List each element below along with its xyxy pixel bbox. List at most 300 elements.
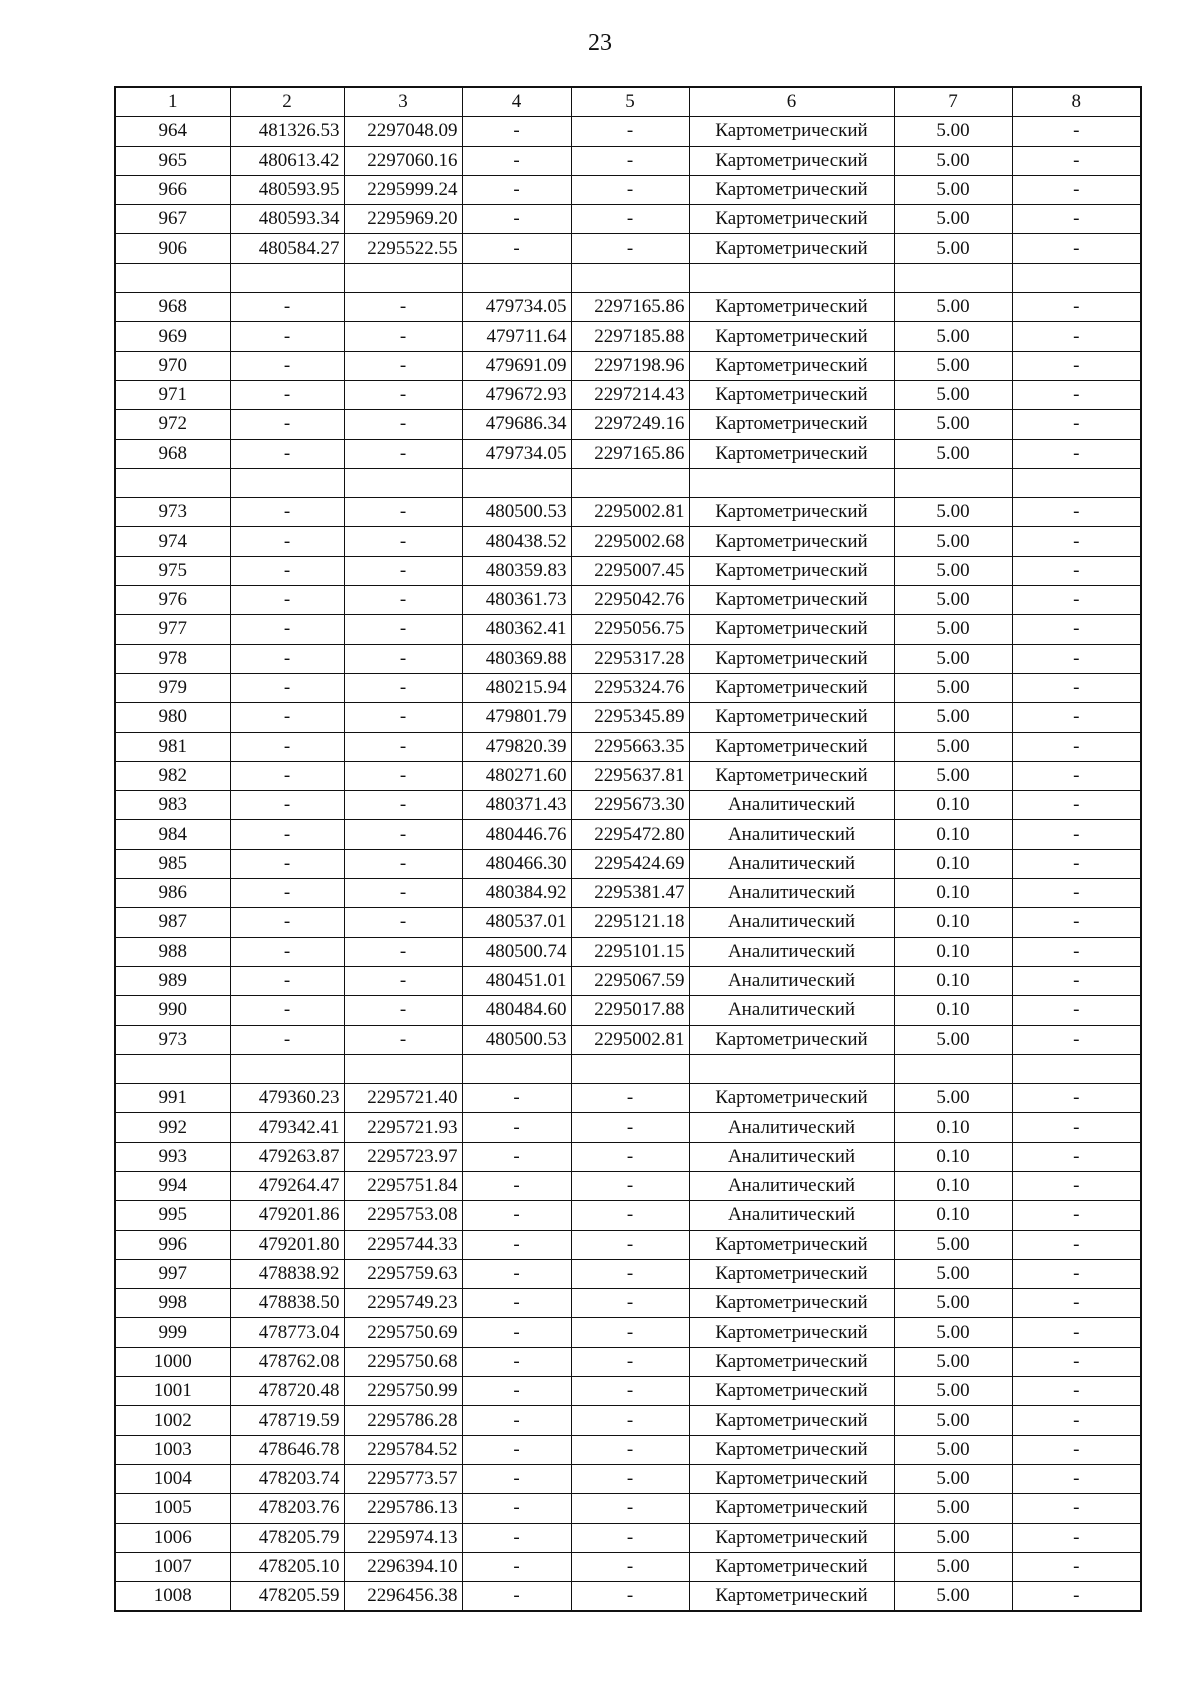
coordinates-table — [114, 86, 1142, 1612]
table-cell: - — [571, 1201, 689, 1230]
table-cell: 2295786.13 — [344, 1494, 462, 1523]
table-cell: - — [1012, 908, 1141, 937]
table-cell: - — [230, 498, 344, 527]
table-cell: - — [1012, 1113, 1141, 1142]
table-row — [115, 1347, 1141, 1376]
table-cell: - — [1012, 293, 1141, 322]
table-cell: 2295974.13 — [344, 1523, 462, 1552]
table-cell: 5.00 — [894, 117, 1012, 146]
table-cell: 993 — [115, 1142, 230, 1171]
table-cell: - — [571, 1582, 689, 1612]
table-cell — [571, 263, 689, 292]
table-cell: - — [462, 117, 571, 146]
table-row — [115, 293, 1141, 322]
table-cell: 996 — [115, 1230, 230, 1259]
table-cell: Аналитический — [689, 1142, 894, 1171]
table-cell: 5.00 — [894, 175, 1012, 204]
table-cell — [1012, 1054, 1141, 1083]
table-cell: - — [462, 1318, 571, 1347]
table-cell: 1002 — [115, 1406, 230, 1435]
table-cell: - — [462, 1142, 571, 1171]
table-cell: 479711.64 — [462, 322, 571, 351]
table-cell: Картометрический — [689, 1523, 894, 1552]
table-cell: 479201.86 — [230, 1201, 344, 1230]
table-row — [115, 1025, 1141, 1054]
table-cell: 480359.83 — [462, 556, 571, 585]
table-row — [115, 1582, 1141, 1612]
table-cell: 999 — [115, 1318, 230, 1347]
table-cell: 995 — [115, 1201, 230, 1230]
table-cell — [689, 1054, 894, 1083]
table-cell: - — [1012, 966, 1141, 995]
table-cell: - — [230, 966, 344, 995]
table-cell: - — [571, 1230, 689, 1259]
table-cell: - — [1012, 586, 1141, 615]
table-cell: 5.00 — [894, 1464, 1012, 1493]
table-cell: - — [1012, 117, 1141, 146]
table-cell: 2297165.86 — [571, 439, 689, 468]
table-cell: 0.10 — [894, 1113, 1012, 1142]
table-row — [115, 234, 1141, 263]
table-cell: 480593.34 — [230, 205, 344, 234]
table-cell: 985 — [115, 849, 230, 878]
table-cell: 2295317.28 — [571, 644, 689, 673]
table-cell: - — [571, 146, 689, 175]
table-cell: 479264.47 — [230, 1171, 344, 1200]
table-cell: 479263.87 — [230, 1142, 344, 1171]
table-cell: 5.00 — [894, 1377, 1012, 1406]
table-cell: - — [571, 1259, 689, 1288]
table-cell: - — [1012, 1142, 1141, 1171]
table-row — [115, 380, 1141, 409]
table-row — [115, 1377, 1141, 1406]
table-cell: 2295749.23 — [344, 1289, 462, 1318]
table-row — [115, 175, 1141, 204]
column-header: 6 — [689, 87, 894, 117]
table-cell: - — [1012, 205, 1141, 234]
table-row — [115, 703, 1141, 732]
table-cell: - — [344, 556, 462, 585]
table-cell: Картометрический — [689, 322, 894, 351]
table-cell: - — [230, 322, 344, 351]
table-cell: - — [462, 1377, 571, 1406]
table-cell: 5.00 — [894, 1494, 1012, 1523]
table-cell: - — [1012, 849, 1141, 878]
table-cell: Картометрический — [689, 1289, 894, 1318]
table-cell — [115, 468, 230, 497]
table-cell: 480215.94 — [462, 673, 571, 702]
table-cell: 480500.53 — [462, 1025, 571, 1054]
table-cell: 479801.79 — [462, 703, 571, 732]
table-cell — [230, 468, 344, 497]
table-row — [115, 1464, 1141, 1493]
table-cell — [230, 263, 344, 292]
table-cell: 2295750.99 — [344, 1377, 462, 1406]
table-cell: Аналитический — [689, 1201, 894, 1230]
table-cell: 2296394.10 — [344, 1552, 462, 1581]
table-cell: - — [344, 820, 462, 849]
table-cell: 2295673.30 — [571, 791, 689, 820]
table-cell: 480451.01 — [462, 966, 571, 995]
table-cell: 906 — [115, 234, 230, 263]
table-cell: 2295067.59 — [571, 966, 689, 995]
table-cell: 5.00 — [894, 673, 1012, 702]
table-cell: Картометрический — [689, 1347, 894, 1376]
table-cell: 2297185.88 — [571, 322, 689, 351]
table-cell: 2295759.63 — [344, 1259, 462, 1288]
table-cell: 5.00 — [894, 1523, 1012, 1552]
table-cell: 5.00 — [894, 615, 1012, 644]
column-header: 8 — [1012, 87, 1141, 117]
table-cell: 974 — [115, 527, 230, 556]
table-cell: 5.00 — [894, 439, 1012, 468]
table-cell: - — [1012, 1377, 1141, 1406]
table-cell: - — [571, 1171, 689, 1200]
table-cell: - — [1012, 1552, 1141, 1581]
table-cell: 479734.05 — [462, 439, 571, 468]
table-cell: - — [1012, 879, 1141, 908]
table-cell: 2295663.35 — [571, 732, 689, 761]
table-cell: 2295345.89 — [571, 703, 689, 732]
table-cell: - — [344, 498, 462, 527]
table-cell: - — [571, 1435, 689, 1464]
table-cell: 971 — [115, 380, 230, 409]
table-cell: - — [1012, 322, 1141, 351]
table-cell: Картометрический — [689, 1259, 894, 1288]
table-cell: - — [1012, 234, 1141, 263]
table-cell: Картометрический — [689, 351, 894, 380]
table-cell: - — [230, 586, 344, 615]
separator-row — [115, 263, 1141, 292]
table-cell: 479672.93 — [462, 380, 571, 409]
table-cell: 481326.53 — [230, 117, 344, 146]
table-cell: 2295751.84 — [344, 1171, 462, 1200]
table-cell: 2295784.52 — [344, 1435, 462, 1464]
table-cell: - — [571, 1523, 689, 1552]
separator-row — [115, 1054, 1141, 1083]
table-cell: 5.00 — [894, 1025, 1012, 1054]
table-cell: 5.00 — [894, 586, 1012, 615]
table-cell: Аналитический — [689, 966, 894, 995]
table-cell: 478203.76 — [230, 1494, 344, 1523]
table-cell: - — [1012, 1582, 1141, 1612]
table-cell: - — [462, 1259, 571, 1288]
table-cell: 2297214.43 — [571, 380, 689, 409]
table-cell: Аналитический — [689, 849, 894, 878]
table-cell: - — [571, 1552, 689, 1581]
table-cell: - — [1012, 703, 1141, 732]
table-cell: 1001 — [115, 1377, 230, 1406]
table-cell: 478205.59 — [230, 1582, 344, 1612]
table-cell: - — [571, 1406, 689, 1435]
table-cell: - — [230, 761, 344, 790]
table-cell: - — [1012, 820, 1141, 849]
table-cell: Картометрический — [689, 146, 894, 175]
table-cell: - — [230, 703, 344, 732]
table-cell: 480500.74 — [462, 937, 571, 966]
table-cell: 988 — [115, 937, 230, 966]
table-cell: - — [571, 1113, 689, 1142]
table-cell: 5.00 — [894, 1230, 1012, 1259]
table-cell: 5.00 — [894, 1318, 1012, 1347]
table-cell: - — [344, 761, 462, 790]
table-cell: - — [462, 146, 571, 175]
table-cell: - — [344, 879, 462, 908]
table-cell: 5.00 — [894, 732, 1012, 761]
table-cell: 5.00 — [894, 351, 1012, 380]
table-cell: 979 — [115, 673, 230, 702]
table-cell: - — [1012, 1464, 1141, 1493]
table-cell: 969 — [115, 322, 230, 351]
table-cell: 986 — [115, 879, 230, 908]
table-cell: Аналитический — [689, 1113, 894, 1142]
table-row — [115, 879, 1141, 908]
table-cell: 480438.52 — [462, 527, 571, 556]
table-cell: - — [344, 966, 462, 995]
table-cell: - — [462, 1113, 571, 1142]
table-cell: - — [462, 205, 571, 234]
table-cell: 978 — [115, 644, 230, 673]
table-cell: 480537.01 — [462, 908, 571, 937]
table-cell: Картометрический — [689, 175, 894, 204]
table-cell: - — [1012, 1435, 1141, 1464]
table-cell: 2297165.86 — [571, 293, 689, 322]
table-cell: 479342.41 — [230, 1113, 344, 1142]
table-cell — [1012, 263, 1141, 292]
table-cell: Картометрический — [689, 293, 894, 322]
table-cell: - — [230, 410, 344, 439]
table-cell: 0.10 — [894, 908, 1012, 937]
table-cell: - — [571, 1494, 689, 1523]
table-row — [115, 996, 1141, 1025]
table-cell: - — [1012, 1289, 1141, 1318]
table-cell: - — [344, 703, 462, 732]
table-cell: 0.10 — [894, 1142, 1012, 1171]
table-cell: 2295121.18 — [571, 908, 689, 937]
table-cell: - — [1012, 1084, 1141, 1113]
table-row — [115, 1552, 1141, 1581]
table-row — [115, 146, 1141, 175]
table-cell: 2296456.38 — [344, 1582, 462, 1612]
table-cell: Картометрический — [689, 1377, 894, 1406]
table-cell: - — [1012, 937, 1141, 966]
table-cell: 2295324.76 — [571, 673, 689, 702]
table-cell: - — [462, 1406, 571, 1435]
table-cell: 2295969.20 — [344, 205, 462, 234]
table-cell: 480584.27 — [230, 234, 344, 263]
table-cell: 2295056.75 — [571, 615, 689, 644]
table-cell: 478762.08 — [230, 1347, 344, 1376]
table-cell: 478205.10 — [230, 1552, 344, 1581]
table-cell: - — [462, 1494, 571, 1523]
table-cell: 970 — [115, 351, 230, 380]
table-cell: - — [462, 1289, 571, 1318]
table-cell: 2295101.15 — [571, 937, 689, 966]
table-cell — [1012, 468, 1141, 497]
table-cell: Картометрический — [689, 703, 894, 732]
table-cell: 980 — [115, 703, 230, 732]
table-cell: Картометрический — [689, 205, 894, 234]
table-row — [115, 761, 1141, 790]
table-cell: 998 — [115, 1289, 230, 1318]
table-cell: - — [1012, 439, 1141, 468]
column-header: 7 — [894, 87, 1012, 117]
table-cell: - — [230, 908, 344, 937]
table-cell: Картометрический — [689, 234, 894, 263]
table-cell: 1003 — [115, 1435, 230, 1464]
table-cell: Аналитический — [689, 879, 894, 908]
table-cell: 965 — [115, 146, 230, 175]
table-cell: 480384.92 — [462, 879, 571, 908]
table-cell: 480484.60 — [462, 996, 571, 1025]
table-row — [115, 1435, 1141, 1464]
table-cell — [894, 263, 1012, 292]
table-row — [115, 1171, 1141, 1200]
table-cell: 480362.41 — [462, 615, 571, 644]
table-cell: 479734.05 — [462, 293, 571, 322]
table-cell: 5.00 — [894, 146, 1012, 175]
table-cell: - — [462, 1171, 571, 1200]
table-row — [115, 849, 1141, 878]
table-cell: Картометрический — [689, 1464, 894, 1493]
table-cell: - — [462, 1552, 571, 1581]
table-cell: - — [571, 1318, 689, 1347]
table-cell: 2295002.81 — [571, 498, 689, 527]
separator-row — [115, 468, 1141, 497]
table-cell: - — [462, 1230, 571, 1259]
table-cell: 2295744.33 — [344, 1230, 462, 1259]
table-cell: - — [230, 1025, 344, 1054]
table-cell — [894, 1054, 1012, 1083]
table-cell — [344, 1054, 462, 1083]
table-cell: 977 — [115, 615, 230, 644]
table-row — [115, 527, 1141, 556]
table-cell: Аналитический — [689, 996, 894, 1025]
table-row — [115, 791, 1141, 820]
table-cell: 2295721.40 — [344, 1084, 462, 1113]
table-cell: 479691.09 — [462, 351, 571, 380]
table-cell: 992 — [115, 1113, 230, 1142]
table-cell: 2295773.57 — [344, 1464, 462, 1493]
table-cell: 478205.79 — [230, 1523, 344, 1552]
table-cell: 479686.34 — [462, 410, 571, 439]
table-cell: - — [1012, 1318, 1141, 1347]
table-cell: - — [1012, 1025, 1141, 1054]
table-cell: - — [1012, 1171, 1141, 1200]
table-cell: 5.00 — [894, 410, 1012, 439]
table-cell: - — [462, 1523, 571, 1552]
table-cell: - — [462, 234, 571, 263]
table-cell: - — [571, 1142, 689, 1171]
table-cell: 2295721.93 — [344, 1113, 462, 1142]
table-cell: - — [344, 586, 462, 615]
table-cell: - — [230, 351, 344, 380]
table-body — [115, 87, 1141, 1611]
table-row — [115, 1259, 1141, 1288]
table-cell: 5.00 — [894, 205, 1012, 234]
table-row — [115, 1230, 1141, 1259]
table-cell: 480446.76 — [462, 820, 571, 849]
table-cell: Картометрический — [689, 498, 894, 527]
table-cell: - — [1012, 527, 1141, 556]
table-row — [115, 1084, 1141, 1113]
table-cell: - — [230, 820, 344, 849]
table-row — [115, 937, 1141, 966]
table-cell: 2297198.96 — [571, 351, 689, 380]
table-cell: 478838.50 — [230, 1289, 344, 1318]
table-cell: - — [344, 351, 462, 380]
table-cell: 5.00 — [894, 1259, 1012, 1288]
column-header: 3 — [344, 87, 462, 117]
table-cell: 2295002.68 — [571, 527, 689, 556]
table-cell: - — [344, 293, 462, 322]
table-cell: - — [1012, 615, 1141, 644]
table-cell: 2295007.45 — [571, 556, 689, 585]
table-cell: Картометрический — [689, 1494, 894, 1523]
table-cell: - — [344, 732, 462, 761]
table-cell: 5.00 — [894, 556, 1012, 585]
table-cell: 480500.53 — [462, 498, 571, 527]
table-cell: - — [462, 175, 571, 204]
table-cell: 480271.60 — [462, 761, 571, 790]
table-cell: - — [571, 1289, 689, 1318]
table-cell: - — [344, 615, 462, 644]
table-cell: 2295381.47 — [571, 879, 689, 908]
table-cell: 968 — [115, 439, 230, 468]
table-row — [115, 586, 1141, 615]
table-cell — [115, 263, 230, 292]
table-cell: - — [1012, 1230, 1141, 1259]
table-cell: 2297048.09 — [344, 117, 462, 146]
table-cell: 0.10 — [894, 791, 1012, 820]
table-cell: 2295750.69 — [344, 1318, 462, 1347]
table-cell: 1007 — [115, 1552, 230, 1581]
table-cell: - — [230, 849, 344, 878]
table-cell: - — [462, 1435, 571, 1464]
table-row — [115, 1201, 1141, 1230]
table-cell: 997 — [115, 1259, 230, 1288]
table-cell: 480613.42 — [230, 146, 344, 175]
table-cell: Картометрический — [689, 1406, 894, 1435]
table-cell: - — [344, 908, 462, 937]
table-cell — [689, 263, 894, 292]
table-row — [115, 1113, 1141, 1142]
table-cell: 0.10 — [894, 937, 1012, 966]
table-cell: Картометрический — [689, 615, 894, 644]
table-cell: - — [1012, 673, 1141, 702]
table-cell: 2295637.81 — [571, 761, 689, 790]
table-cell: 0.10 — [894, 996, 1012, 1025]
table-cell: - — [1012, 1406, 1141, 1435]
table-cell: Картометрический — [689, 761, 894, 790]
table-row — [115, 908, 1141, 937]
table-row — [115, 732, 1141, 761]
table-cell: Аналитический — [689, 1171, 894, 1200]
table-row — [115, 1406, 1141, 1435]
table-cell: 975 — [115, 556, 230, 585]
table-row — [115, 498, 1141, 527]
table-cell: - — [571, 1464, 689, 1493]
table-cell — [462, 468, 571, 497]
table-row — [115, 820, 1141, 849]
table-cell: - — [1012, 791, 1141, 820]
table-cell — [571, 1054, 689, 1083]
table-cell: - — [344, 410, 462, 439]
table-cell: 967 — [115, 205, 230, 234]
table-cell: 5.00 — [894, 293, 1012, 322]
table-cell: 1006 — [115, 1523, 230, 1552]
table-row — [115, 1523, 1141, 1552]
